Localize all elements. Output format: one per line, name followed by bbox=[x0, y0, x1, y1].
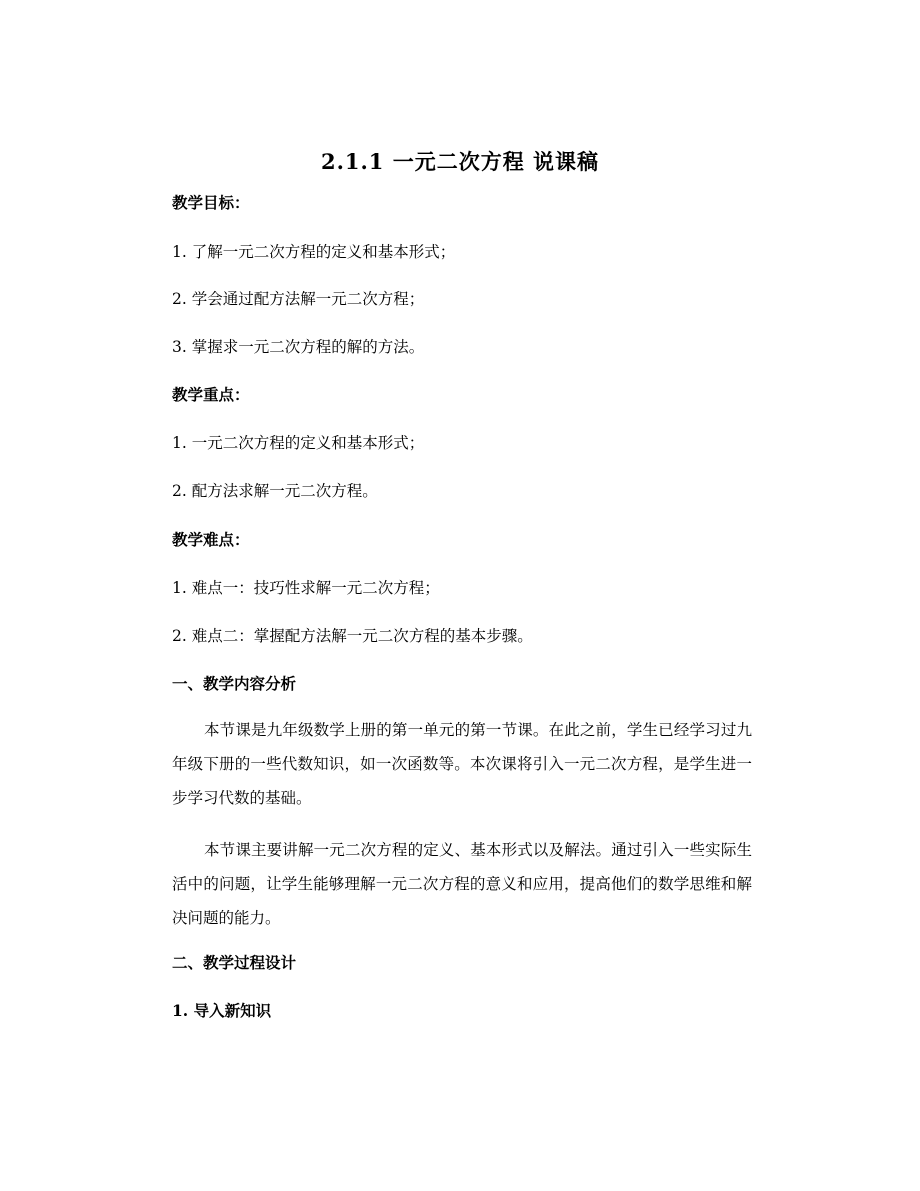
difficulty-item: 1. 难点一：技巧性求解一元二次方程； bbox=[172, 579, 440, 597]
section1-paragraph: 本节课是九年级数学上册的第一单元的第一节课。在此之前，学生已经学习过九年级下册的一些代数知识，如一次函数等。本次课将引入一元二次方程，是学生进一步学习代数的基础。 bbox=[172, 721, 752, 807]
key-points-heading: 教学重点： bbox=[172, 385, 250, 404]
objectives-heading: 教学目标： bbox=[172, 193, 250, 212]
document-title: 2.1.1 一元二次方程 说课稿 bbox=[320, 149, 600, 174]
key-point-item: 1. 一元二次方程的定义和基本形式； bbox=[172, 434, 425, 452]
section2-heading: 二、教学过程设计 bbox=[172, 953, 297, 972]
section1-heading: 一、教学内容分析 bbox=[172, 674, 297, 693]
difficulties-heading: 教学难点： bbox=[172, 530, 250, 549]
objective-item: 2. 学会通过配方法解一元二次方程； bbox=[172, 290, 425, 308]
section1-paragraph: 本节课主要讲解一元二次方程的定义、基本形式以及解法。通过引入一些实际生活中的问题，让学生能够理解一元二次方程的意义和应用，提高他们的数学思维和解决问题的能力。 bbox=[172, 841, 752, 927]
objective-item: 3. 掌握求一元二次方程的解的方法。 bbox=[172, 338, 425, 356]
key-point-item: 2. 配方法求解一元二次方程。 bbox=[172, 482, 378, 500]
section2-subheading: 1. 导入新知识 bbox=[172, 1001, 272, 1020]
objective-item: 1. 了解一元二次方程的定义和基本形式； bbox=[172, 243, 456, 261]
difficulty-item: 2. 难点二：掌握配方法解一元二次方程的基本步骤。 bbox=[172, 627, 533, 645]
